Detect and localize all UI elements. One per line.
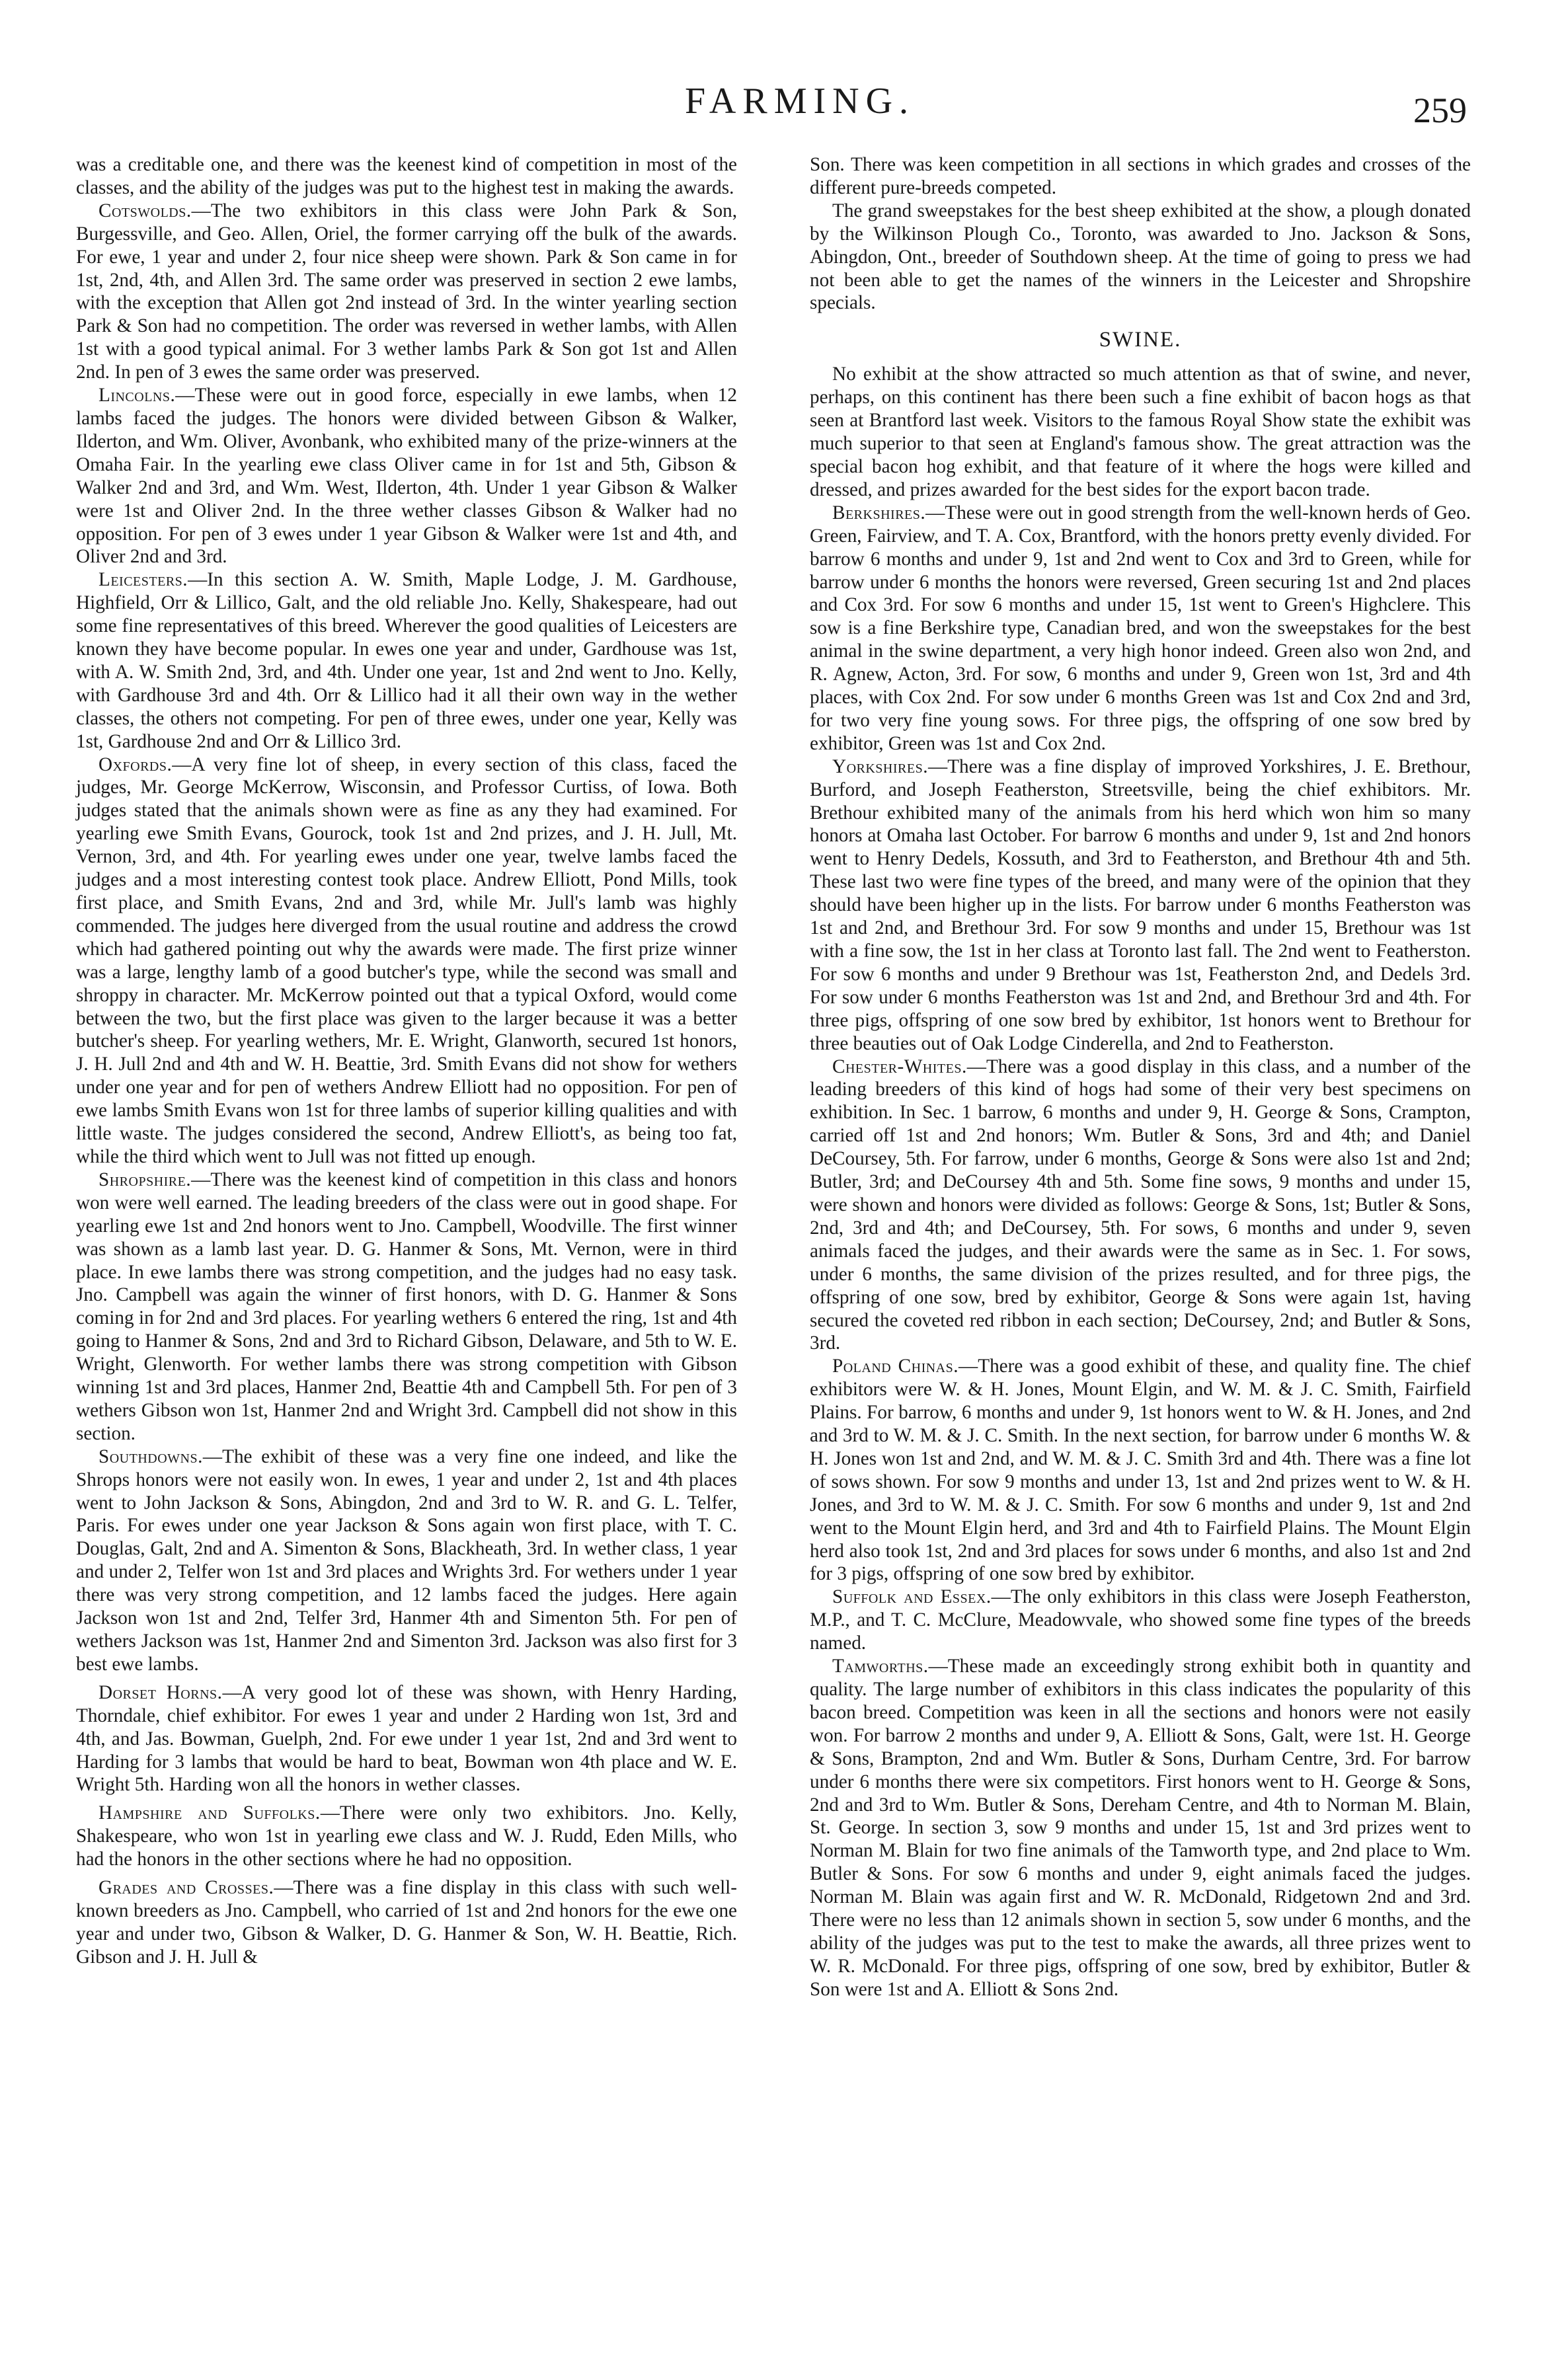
paragraph-heading: Suffolk and Essex. [832,1586,992,1608]
paragraph-text: Son. There was keen competition in all sections in which grades and crosses of the different pure-breeds competed. [810,154,1471,198]
paragraph [76,1445,737,1676]
paragraph [76,1802,737,1871]
paragraph-text: —These made an exceedingly strong exhibit both in quantity and quality. The large number of exhibitors in this class indicates the popularity of this bacon breed. Competition was keen in all the sections and honors were not easily won. For barrow 2 months and under 9, A. Elliott & Sons, Galt, were 1st. H. George & Sons, Brampton, 2nd and Wm. Butler & Sons, Durham Centre, 3rd. For barrow under 6 months there were six competitors. First honors went to H. George & Sons, 2nd and 3rd to Wm. Butler & Sons, Dereham Centre, and 4th to Norman M. Blain, St. George. In section 3, sow 9 months and under 15, 1st and 3rd prizes went to Norman M. Blain for two fine animals of the Tamworth type, and 2nd place to Wm. Butler & Sons. For sow 6 months and under 9, eight animals faced the judges. Norman M. Blain was again first and W. R. McDonald, Ridgetown 2nd and 3rd. There were no less than 12 animals shown in section 5, sow under 6 months, and the ability of the judges was put to the test to make the awards, all three prizes went to W. R. McDonald. For three pigs, offspring of one sow, bred by exhibitor, Butler & Son were 1st and A. Elliott & Sons 2nd. [810,1656,1471,2000]
section-heading-swine: SWINE. [1099,328,1182,352]
paragraph-heading: Chester-Whites. [832,1056,967,1077]
paragraph-text: —The exhibit of these was a very fine one indeed, and like the Shrops honors were not easily won. In ewes, 1 year and under 2, 1st and 4th places went to John Jackson & Sons, Abingdon, 2nd and 3rd to W. R. and G. L. Telfer, Paris. For ewes under one year Jackson & Sons again won first place, with T. C. Douglas, Galt, 2nd and A. Simenton & Sons, Blackheath, 3rd. In wether class, 1 year and under 2, Telfer won 1st and 3rd places and Wrights 3rd. For wethers under 1 year there was very strong competition, and 12 lambs faced the judges. Here again Jackson won 1st and 2nd, Telfer 3rd, Hanmer 4th and Simenton 5th. For pen of wethers Jackson was 1st, Hanmer 2nd and Simenton 3rd. Jackson was also first for 3 best ewe lambs. [76,1445,737,1675]
paragraph [76,200,737,384]
paragraph-text: —There was a fine display in this class with such well-known breeders as Jno. Campbell, who carried of 1st and 2nd honors for the ewe one year and under two, Gibson & Walker, D. G. Hanmer & Son, W. H. Beattie, Rich. Gibson and J. H. Jull & [76,1877,738,1968]
paragraph-text: —There were only two exhibitors. Jno. Kelly, Shakespeare, who won 1st in yearling ewe class and W. J. Rudd, Eden Mills, who had the honors in the other sections where he had no opposition. [76,1802,737,1870]
paragraph-heading: Lincolns. [98,385,176,406]
paragraph-heading: Shropshire. [98,1169,192,1190]
paragraph [810,1056,1471,1356]
paragraph [810,755,1471,1056]
paragraph [76,1876,737,1969]
paragraph-text: The grand sweepstakes for the best sheep exhibited at the show, a plough donated by the Wilkinson Plough Co., Toronto, was awarded to Jno. Jackson & Sons, Abingdon, Ont., breeder of Southdown sheep. At the time of going to press we had not been able to get the names of the winners in the Leicester and Shropshire specials. [810,200,1471,314]
paragraph-text: —There was a good exhibit of these, and quality fine. The chief exhibitors were W. & H. Jones, Mount Elgin, and W. M. & J. C. Smith, Fairfield Plains. For barrow, 6 months and under 9, 1st honors went to W. & H. Jones, and 2nd and 3rd to W. M. & J. C. Smith. In the next section, for barrow under 6 months W. & H. Jones won 1st and 2nd, and W. M. & J. C. Smith 3rd and 4th. There was a fine lot of sows shown. For sow 9 months and under 13, 1st and 2nd prizes went to W. & H. Jones, and 3rd to W. M. & J. C. Smith. For sow 6 months and under 9, 1st and 2nd went to the Mount Elgin herd, and 3rd and 4th to Fairfield Plains. The Mount Elgin herd also took 1st, 2nd and 3rd places for sows under 6 months, and also 1st and 2nd for 3 pigs, offspring of one sow bred by exhibitor. [810,1356,1471,1585]
paragraph [810,153,1471,200]
paragraph [76,568,737,753]
paragraph [810,502,1471,755]
paragraph-text: No exhibit at the show attracted so much attention as that of swine, and never, perhaps, on this continent has there been such a fine exhibit of bacon hogs as that seen at Brantford last week. Visitors to the famous Royal Show state the exhibit was much superior to that seen at England's famous show. The great attraction was the special bacon hog exhibit, and that feature of it where the hogs were killed and dressed, and prizes awarded for the best sides for the export bacon trade. [810,364,1471,500]
paragraph-heading: Tamworths. [832,1656,929,1677]
paragraph-heading: Yorkshires. [832,755,929,777]
paragraph-heading: Oxfords. [98,753,173,775]
paragraph [810,1586,1471,1655]
page-number: 259 [1413,91,1467,130]
paragraph-heading: Leicesters. [98,569,188,591]
right-column [810,153,1471,2001]
paragraph-text: —There was a fine display of improved Yorkshires, J. E. Brethour, Burford, and Joseph Featherston, Streetsville, being the chief exhibitors. Mr. Brethour exhibited many of the animals from his herd which won him so many honors at Omaha last October. For barrow 6 months and under 9, 1st and 2nd honors went to Henry Dedels, Kossuth, and 3rd to Featherston, and Brethour 4th and 5th. These last two were fine types of the breed, and many were of the opinion that they should have been higher up in the lists. For barrow under 6 months Featherston was 1st and 2nd, and Brethour 3rd. For sow 9 months and under 15, Brethour was 1st with a fine sow, the 1st in her class at Toronto last fall. The 2nd went to Featherston. For sow 6 months and under 9 Brethour was 1st, Featherston 2nd, and Dedels 3rd. For sow under 6 months Featherston was 1st and 2nd, and Brethour 3rd and 4th. For three pigs, offspring of one sow bred by exhibitor, 1st honors went to Brethour for three beauties out of Oak Lodge Cinderella, and 2nd to Featherston. [810,755,1471,1054]
paragraph [76,1681,737,1797]
paragraph-heading: Hampshire and Suffolks. [98,1802,321,1824]
paragraph-text: —In this section A. W. Smith, Maple Lodge, J. M. Gardhouse, Highfield, Orr & Lillico, Galt, and the old reliable Jno. Kelly, Shakespeare, had out some fine representatives of this breed. Wherever the good qualities of Leicesters are known they have become popular. In ewes one year and under, Gardhouse was 1st, with A. W. Smith 2nd, 3rd, and 4th. Under one year, 1st and 2nd went to Jno. Kelly, with Gardhouse 3rd and 4th. Orr & Lillico had it all their own way in the wether classes, the others not competing. For pen of three ewes, under one year, Kelly was 1st, Gardhouse 2nd and Orr & Lillico 3rd. [76,569,737,752]
paragraph [810,1355,1471,1586]
left-column [76,153,737,1969]
paragraph-text: —A very good lot of these was shown, with Henry Harding, Thorndale, chief exhibitor. For ewes 1 year and under 2 Harding won 1st, 3rd and 4th, and Jas. Bowman, Guelph, 2nd. For ewe under 1 year 1st, 2nd and 3rd went to Harding for 3 lambs that would be hard to beat, Bowman won 4th place and W. E. Wright 5th. Harding won all the honors in wether classes. [76,1681,737,1796]
paragraph-text: —These were out in good strength from the well-known herds of Geo. Green, Fairview, and T. A. Cox, Brantford, with the honors pretty evenly divided. For barrow 6 months and under 9, 1st and 2nd went to Cox and 3rd to Green, while for barrow under 6 months the honors were reversed, Green securing 1st and 2nd places and Cox 3rd. For sow 6 months and under 15, 1st went to Green's Highclere. This sow is a fine Berkshire type, Canadian bred, and won the sweepstakes for the best animal in the swine department, a very high honor indeed. Green also won 2nd, and R. Agnew, Acton, 3rd. For sow, 6 months and under 9, Green won 1st, 3rd and 4th places, with Cox 2nd. For sow under 6 months Green was 1st and Cox 2nd and 3rd, for two very fine young sows. For three pigs, the offspring of one sow bred by exhibitor, Green was 1st and Cox 2nd. [810,502,1471,754]
paragraph-heading: Dorset Horns. [98,1681,223,1703]
paragraph [76,1169,737,1445]
paragraph-text: was a creditable one, and there was the keenest kind of competition in most of the classes, and the ability of the judges was put to the highest test in making the awards. [76,154,737,198]
paragraph-text: —There was a good display in this class, and a number of the leading breeders of this kind of hogs had some of their very best specimens on exhibition. In Sec. 1 barrow, 6 months and under 9, H. George & Sons, Crampton, carried off 1st and 2nd honors; Wm. Butler & Sons, 3rd and 4th; and Daniel DeCoursey, 5th. For farrow, under 6 months, George & Sons were also 1st and 2nd; Butler, 3rd; and DeCoursey 4th and 5th. Some fine sows, 9 months and under 15, were shown and honors were divided as follows: George & Sons, 1st; Butler & Sons, 2nd, 3rd and 4th; and DeCoursey, 5th. For sows, 6 months and under 9, seven animals faced the judges, and their awards were the same as in Sec. 1. For sows, under 6 months, the same division of the prizes resulted, and for three pigs, the offspring of one sow, bred by exhibitor, George & Sons were again 1st, having secured the coveted red ribbon in each section; DeCoursey, 2nd; and Butler & Sons, 3rd. [810,1056,1471,1354]
paragraph [76,384,737,568]
paragraph-heading: Southdowns. [98,1445,203,1467]
paragraph-heading: Cotswolds. [98,200,192,221]
paragraph [810,200,1471,315]
running-title: FARMING. [684,81,916,122]
paragraph-text: —A very fine lot of sheep, in every section of this class, faced the judges, Mr. George McKerrow, Wisconsin, and Professor Curtiss, of Iowa. Both judges stated that the animals shown were as fine as any they had examined. For yearling ewe Smith Evans, Gourock, took 1st and 2nd prizes, and J. H. Jull, Mt. Vernon, 3rd, and 4th. For yearling ewes under one year, twelve lambs faced the judges and a most interesting contest took place. Andrew Elliott, Pond Mills, took first place, and Smith Evans, 2nd and 3rd, while Mr. Jull's lamb was highly commended. The judges here diverged from the usual routine and address the crowd which had gathered pointing out why the awards were made. The first prize winner was a large, lengthy lamb of a good butcher's type, while the second was small and shroppy in character. Mr. McKerrow pointed out that a typical Oxford, would come between the two, but the first place was given to the larger because it was a better butcher's sheep. For yearling wethers, Mr. E. Wright, Glanworth, secured 1st honors, J. H. Jull 2nd and 4th and W. H. Beattie, 3rd. Smith Evans did not show for wethers under one year and for pen of wethers Andrew Elliott had no opposition. For pen of ewe lambs Smith Evans won 1st for three lambs of superior killing qualities and with little waste. The judges considered the second, Andrew Elliott's, as being too fat, while the third which went to Jull was not fitted up enough. [76,753,737,1167]
paragraph-text: —The only exhibitors in this class were Joseph Featherston, M.P., and T. C. McClure, Meadowvale, who showed some fine types of the breeds named. [810,1586,1471,1654]
paragraph [76,153,737,200]
paragraph-text: —These were out in good force, especially in ewe lambs, when 12 lambs faced the judges. The honors were divided between Gibson & Walker, Ilderton, and Wm. Oliver, Avonbank, who exhibited many of the prize-winners at the Omaha Fair. In the yearling ewe class Oliver came in for 1st and 5th, Gibson & Walker 2nd and 3rd, and Wm. West, Ilderton, 4th. Under 1 year Gibson & Walker were 1st and Oliver 2nd. In the three wether classes Gibson & Walker had no opposition. For pen of 3 ewes under 1 year Gibson & Walker were 1st and 4th, and Oliver 2nd and 3rd. [76,385,737,568]
paragraph-text: —The two exhibitors in this class were John Park & Son, Burgessville, and Geo. Allen, Oriel, the former carrying off the bulk of the awards. For ewe, 1 year and under 2, four nice sheep were shown. Park & Son came in for 1st, 2nd, 4th, and Allen 3rd. The same order was preserved in section 2 ewe lambs, with the exception that Allen got 2nd instead of 3rd. In the winter yearling section Park & Son had no competition. The order was reversed in wether lambs, with Allen 1st with a good typical animal. For 3 wether lambs Park & Son got 1st and Allen 2nd. In pen of 3 ewes the same order was preserved. [76,200,737,383]
paragraph-heading: Poland Chinas. [832,1356,959,1377]
paragraph [810,1655,1471,2001]
paragraph-heading: Berkshires. [832,502,926,523]
paragraph-text: —There was the keenest kind of competition in this class and honors won were well earned. The leading breeders of the class were out in good shape. For yearling ewe 1st and 2nd honors went to Jno. Campbell, Woodville. The first winner was shown as a lamb last year. D. G. Hanmer & Sons, Mt. Vernon, were in third place. In ewe lambs there was strong competition, and the judges had no easy task. Jno. Campbell was again the winner of first honors, with D. G. Hanmer & Sons coming in for 2nd and 3rd places. For yearling wethers 6 entered the ring, 1st and 4th going to Hanmer & Sons, 2nd and 3rd to Richard Gibson, Delaware, and 5th to W. E. Wright, Glenworth. For wether lambs there was strong competition with Gibson winning 1st and 3rd places, Hanmer 2nd, Beattie 4th and Campbell 5th. For pen of 3 wethers Gibson won 1st, Hanmer 2nd and Wright 3rd. Campbell did not show in this section. [76,1169,737,1444]
paragraph [76,753,737,1169]
paragraph-heading: Grades and Crosses. [98,1877,274,1899]
paragraph [810,363,1471,501]
